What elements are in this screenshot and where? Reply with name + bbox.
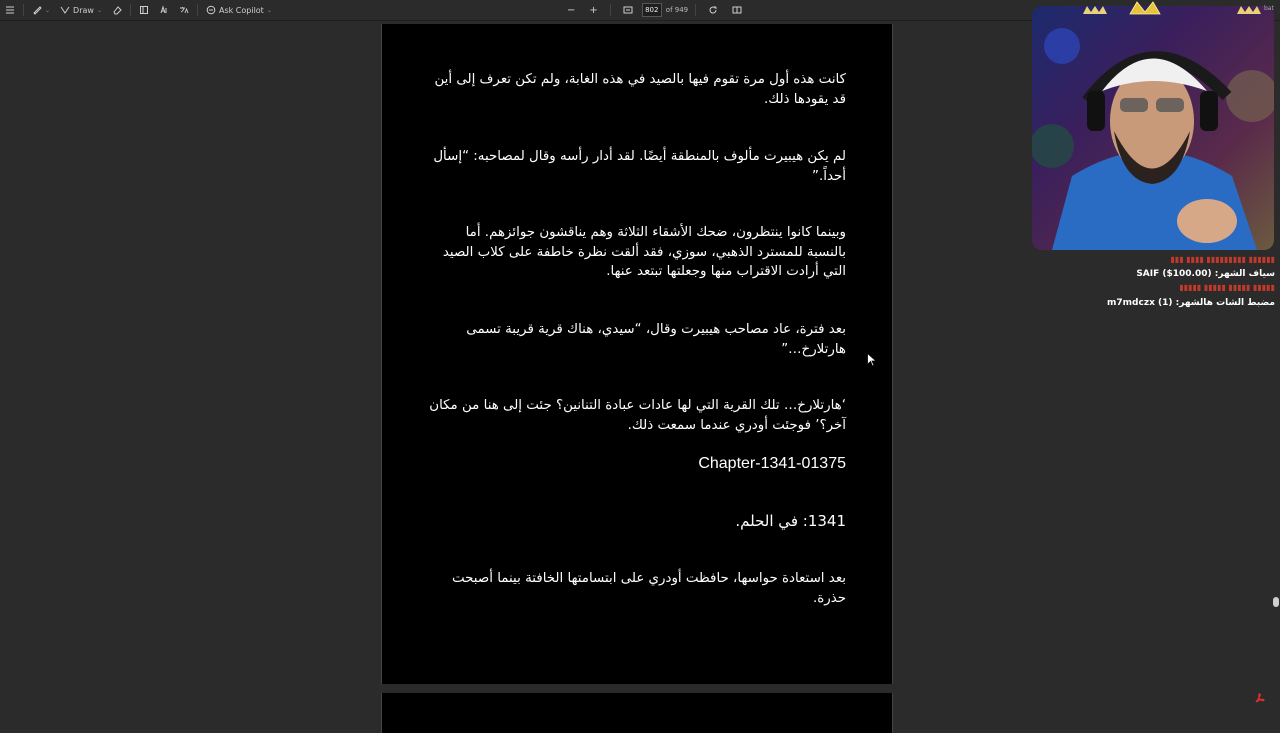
list-icon bbox=[5, 5, 15, 15]
draw-button[interactable] bbox=[55, 0, 107, 20]
divider bbox=[610, 4, 611, 16]
zoom-in-button[interactable] bbox=[584, 0, 602, 20]
page-view-icon bbox=[139, 5, 149, 15]
book-icon bbox=[732, 5, 742, 15]
minus-icon: − bbox=[567, 4, 576, 16]
highlighter-icon bbox=[32, 5, 42, 15]
chevron-down-icon: ⌄ bbox=[45, 6, 51, 14]
fit-page-button[interactable] bbox=[618, 0, 638, 20]
highlight-button[interactable] bbox=[27, 0, 55, 20]
two-page-button[interactable] bbox=[727, 0, 747, 20]
zoom-out-button[interactable] bbox=[562, 0, 580, 20]
paragraph: بعد استعادة حواسها، حافظت أودري على ابتسامتها الخافتة بينما أصبحت حذرة. bbox=[452, 571, 846, 606]
draw-label: Draw bbox=[73, 5, 94, 15]
pdf-page-next bbox=[381, 693, 893, 733]
translate-button[interactable] bbox=[174, 0, 194, 20]
page-total: of 949 bbox=[665, 6, 689, 14]
paragraph: وبينما كانوا ينتظرون، ضحك الأشقاء الثلاثة وهم يناقشون جوائزهم. أما بالنسبة للمسترد الذهبي، سوزي، فقد ألقت نظرة خاطفة على كلاب الصيد التي أرادت الاقتراب منها وجعلتها تبتعد عنها. bbox=[442, 225, 846, 279]
read-aloud-button[interactable] bbox=[154, 0, 174, 20]
contents-button[interactable] bbox=[0, 0, 20, 20]
paragraph: بعد فترة، عاد مصاحب هيبيرت وقال، “سيدي، هناك قرية قريبة تسمى هارتلارخ…” bbox=[466, 322, 846, 357]
divider bbox=[695, 4, 696, 16]
ask-copilot-label: Ask Copilot bbox=[218, 5, 264, 15]
plus-icon: + bbox=[589, 4, 598, 16]
read-aloud-icon bbox=[159, 5, 169, 15]
paragraph: ‘هارتلارخ… تلك القرية التي لها عادات عبادة التنانين؟ جئت إلى هنا من مكان آخر؟’ فوجئت أودري عندما سمعت ذلك. bbox=[429, 398, 846, 433]
crown-decoration-icon bbox=[1075, 0, 1275, 18]
draw-icon bbox=[60, 5, 70, 15]
divider bbox=[23, 4, 24, 16]
ask-copilot-button[interactable] bbox=[201, 0, 277, 20]
pdf-icon bbox=[1254, 692, 1266, 704]
erase-button[interactable] bbox=[107, 0, 127, 20]
copilot-icon bbox=[206, 5, 216, 15]
chapter-id: Chapter-1341-01375 bbox=[698, 455, 846, 472]
scrollbar-thumb[interactable] bbox=[1273, 597, 1279, 607]
blurred-alert: ▮▮▮▮▮▮ ▮▮▮▮▮▮▮▮▮ ▮▮▮▮ ▮▮▮ bbox=[1170, 255, 1275, 264]
divider bbox=[130, 4, 131, 16]
translate-icon bbox=[179, 5, 189, 15]
mouse-cursor-icon bbox=[867, 353, 876, 367]
streamer-image bbox=[1032, 6, 1274, 250]
overlay-username: bat bbox=[1264, 5, 1274, 12]
top-donor-line: سياف الشهر: SAIF ($100.00) bbox=[1136, 269, 1275, 279]
paragraph: لم يكن هيبيرت مألوف بالمنطقة أيضًا. لقد أدار رأسه وقال لمصاحبه: “إسأل أحداً.” bbox=[433, 149, 846, 184]
chevron-down-icon: ⌄ bbox=[266, 6, 272, 14]
pdf-page bbox=[381, 24, 893, 684]
blurred-alert: ▮▮▮▮▮ ▮▮▮▮▮ ▮▮▮▮▮ ▮▮▮▮▮ bbox=[1179, 283, 1275, 292]
view-button[interactable] bbox=[134, 0, 154, 20]
chat-moderator-line: مضبط الشات هالشهر: m7mdczx (1) bbox=[1107, 298, 1275, 308]
webcam-overlay bbox=[1032, 6, 1274, 250]
chapter-title: 1341: في الحلم. bbox=[735, 512, 846, 530]
stream-chat-overlay bbox=[1060, 254, 1275, 314]
rotate-icon bbox=[708, 5, 718, 15]
divider bbox=[197, 4, 198, 16]
page-number-input[interactable]: 802 bbox=[642, 3, 662, 17]
page-navigation bbox=[562, 0, 747, 20]
fit-width-icon bbox=[623, 5, 633, 15]
eraser-icon bbox=[112, 5, 122, 15]
paragraph: كانت هذه أول مرة تقوم فيها بالصيد في هذه الغابة، ولم تكن تعرف إلى أين قد يقودها ذلك. bbox=[434, 72, 846, 107]
chevron-down-icon: ⌄ bbox=[96, 6, 102, 14]
rotate-button[interactable] bbox=[703, 0, 723, 20]
